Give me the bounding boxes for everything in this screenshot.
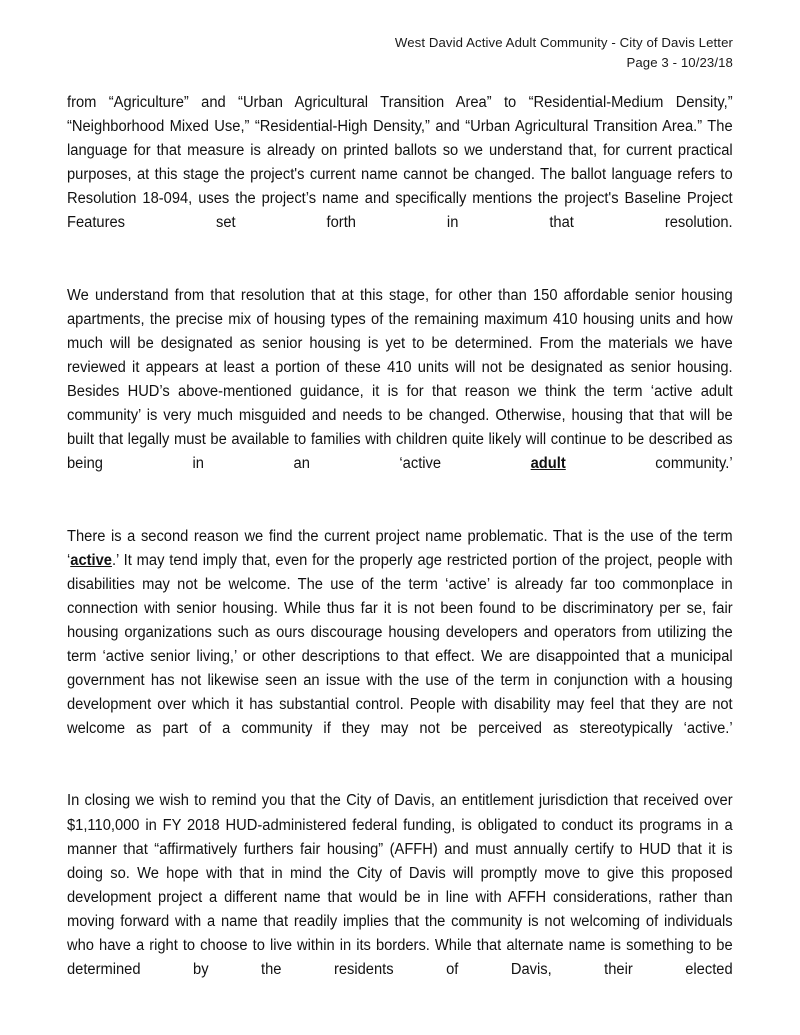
paragraph-3-text-part-1: There is a second reason we find the current project name problematic. That is the use of the term ‘ [67, 527, 733, 569]
letter-body [67, 91, 733, 1006]
paragraph-2-emphasis-adult: adult [530, 455, 566, 473]
paragraph-2-text-part-1: We understand from that resolution that at this stage, for other than 150 affordable senior housing apartments, the precise mix of housing types of the remaining maximum 410 housing units and how much will be designated as senior housing is yet to be determined. From the materials we have reviewed it appears at least a portion of these 410 units will not be designated as senior housing. Besides HUD’s above-mentioned guidance, it is for that reason we think the term ‘active adult community’ is very much misguided and needs to be changed. Otherwise, housing that that will be built that legally must be available to families with children quite likely will continue to be described as being in an ‘active [67, 286, 733, 473]
paragraph-4 [67, 789, 733, 1006]
paragraph-1-text: from “Agriculture” and “Urban Agricultural Transition Area” to “Residential-Medium Density,” “Neighborhood Mixed Use,” “Residential-High Density,” and “Urban Agricultural Transition Area.” The language for that measure is already on printed ballots so we understand that, for current practical purposes, at this stage the project's current name cannot be changed. The ballot language refers to Resolution 18-094, uses the project’s name and specifically mentions the project's Baseline Project Features set forth in that resolution. [67, 94, 733, 232]
paragraph-2 [67, 284, 733, 501]
header-title-line: West David Active Adult Community - City of Davis Letter [394, 35, 733, 50]
paragraph-3 [67, 525, 733, 766]
page-header [67, 33, 733, 73]
paragraph-2-text-part-2: community.’ [565, 455, 733, 473]
paragraph-4-text: In closing we wish to remind you that the City of Davis, an entitlement jurisdiction that received over $1,110,000 in FY 2018 HUD-administered federal funding, is obligated to conduct its programs in a manner that “affirmatively furthers fair housing” (AFFH) and must annually certify to HUD that it is doing so. We hope with that in mind the City of Davis will promptly move to give this proposed development project a different name that would be in line with AFFH considerations, rather than moving forward with a name that readily implies that the community is not welcoming of individuals who have a right to choose to live within in its borders. While that alternate name is something to be determined by the residents of Davis, their elected [67, 792, 733, 979]
paragraph-3-text-part-2: .’ It may tend imply that, even for the properly age restricted portion of the project, people with disabilities may not be welcome. The use of the term ‘active’ is already far too commonplace in connection with senior housing. While thus far it is not been found to be discriminatory per se, fair housing organizations such as ours discourage housing developers and operators from utilizing the term ‘active senior living,’ or other descriptions to that effect. We are disappointed that a municipal government has not likewise seen an issue with the use of the term in conjunction with a housing development over which it has substantial control. People with disability may feel that they are not welcome as part of a community if they may not be perceived as stereotypically ‘active.’ [67, 551, 733, 738]
paragraph-3-emphasis-active: active [70, 551, 112, 569]
header-page-date-line: Page 3 - 10/23/18 [626, 55, 733, 70]
paragraph-1 [67, 91, 733, 260]
